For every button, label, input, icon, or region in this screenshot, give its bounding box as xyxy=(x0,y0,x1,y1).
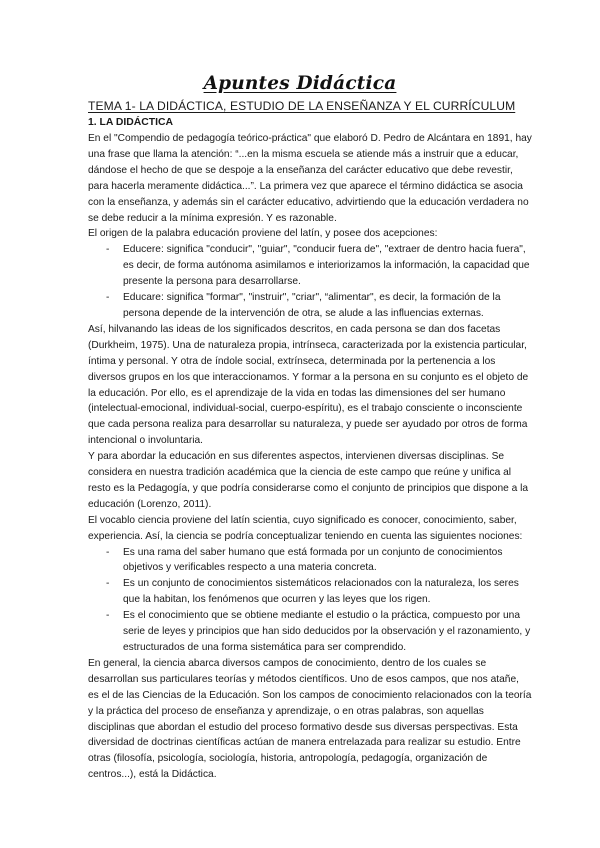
paragraph-intro: En el "Compendio de pedagogía teórico-práctica" que elaboró D. Pedro de Alcántara en 1891, hay una frase que llama la atención: “...en la misma escuela se atiende más a instruir que a educar, dándose el hecho de que se despoje a la enseñanza del carácter educativo que debe revestir, para hacerla meramente didáctica...”. La primera vez que aparece el término didáctica se asocia con la enseñanza, y además sin el carácter educativo, advirtiendo que la educación verdadera no se debe reducir a la mínima expresión. Y es razonable. xyxy=(88,133,532,224)
paragraph-facets: Así, hilvanando las ideas de los significados descritos, en cada persona se dan dos facetas (Durkheim, 1975). Una de naturaleza propia, intrínseca, caracterizada por la existencia particular, íntima y personal. Y otra de índole social, extrínseca, determinada por la pertenencia a los diversos grupos en los que interaccionamos. Y formar a la persona en su conjunto es el objeto de la educación. Por ello, es el aprendizaje de la vida en todas las dimensiones del ser humano (intelectual-emocional, individual-social, cuerpo-espíritu), es el trabajo consciente o inconsciente que cada persona realiza para desarrollar su naturaleza, y puede ser ayudado por otros de forma intencional o involuntaria. xyxy=(88,323,529,447)
document-body xyxy=(88,98,532,783)
list-item-educare: - Educare: significa "formar", "instruir", "criar", “alimentar", es decir, la formación de la persona depende de la intervención de otra, se alude a las influencias externas. xyxy=(106,290,532,322)
list-item-science-systematic: - Es un conjunto de conocimientos sistemáticos relacionados con la naturaleza, los seres que la habitan, los fenómenos que ocurren y las leyes que los rigen. xyxy=(106,576,532,608)
document-title: Apuntes Didáctica xyxy=(203,73,397,94)
paragraph-pedagogy: Y para abordar la educación en sus diferentes aspectos, intervienen diversas disciplinas. Se considera en nuestra tradición académica que la ciencia de este campo que reúne y unifica al resto es la Pedagogía, y que podría considerarse como el conjunto de principios que dispone a la educación (Lorenzo, 2011). xyxy=(88,451,529,510)
topic-subtitle: TEMA 1- LA DIDÁCTICA, ESTUDIO DE LA ENSEÑANZA Y EL CURRÍCULUM xyxy=(88,99,516,113)
science-notions-list xyxy=(88,545,532,656)
list-item-science-knowledge: - Es el conocimiento que se obtiene mediante el estudio o la práctica, compuesto por una serie de leyes y principios que han sido deducidos por la observación y el razonamiento, y estructurados de una forma sistemática para ser comprendido. xyxy=(106,608,532,656)
paragraph-education-sciences: En general, la ciencia abarca diversos campos de conocimiento, dentro de los cuales se desarrollan sus particulares teorías y métodos científicos. Uno de esos campos, que nos atañe, es el de las Ciencias de la Educación. Son los campos de conocimiento relacionados con la teoría y la práctica del proceso de enseñanza y aprendizaje, o en otras palabras, son aquellas disciplinas que abordan el estudio del proceso formativo desde sus diversas perspectivas. Esta diversidad de doctrinas científicas actúan de manera entrelazada para realizar su estudio. Entre otras (filosofía, psicología, sociología, historia, antropología, pedagogía, organización de centros...), está la Didáctica. xyxy=(88,657,532,781)
list-item-educere: - Educere: significa "conducir", "guiar", "conducir fuera de", "extraer de dentro hacia fuera", es decir, de forma autónoma asimilamos e interiorizamos la información, la capacidad que presente la persona para desarrollarse. xyxy=(106,242,532,290)
paragraph-education-origin: El origen de la palabra educación proviene del latín, y posee dos acepciones: xyxy=(88,228,438,240)
section-heading: 1. LA DIDÁCTICA xyxy=(88,117,174,128)
paragraph-science-origin: El vocablo ciencia proviene del latín scientia, cuyo significado es conocer, conocimiento, saber, experiencia. Así, la ciencia se podría conceptualizar teniendo en cuenta las siguientes nociones: xyxy=(88,514,523,542)
list-item-science-branch: - Es una rama del saber humano que está formada por un conjunto de conocimientos objetivos y verificables respecto a una materia concreta. xyxy=(106,545,532,577)
education-meanings-list xyxy=(88,242,532,322)
